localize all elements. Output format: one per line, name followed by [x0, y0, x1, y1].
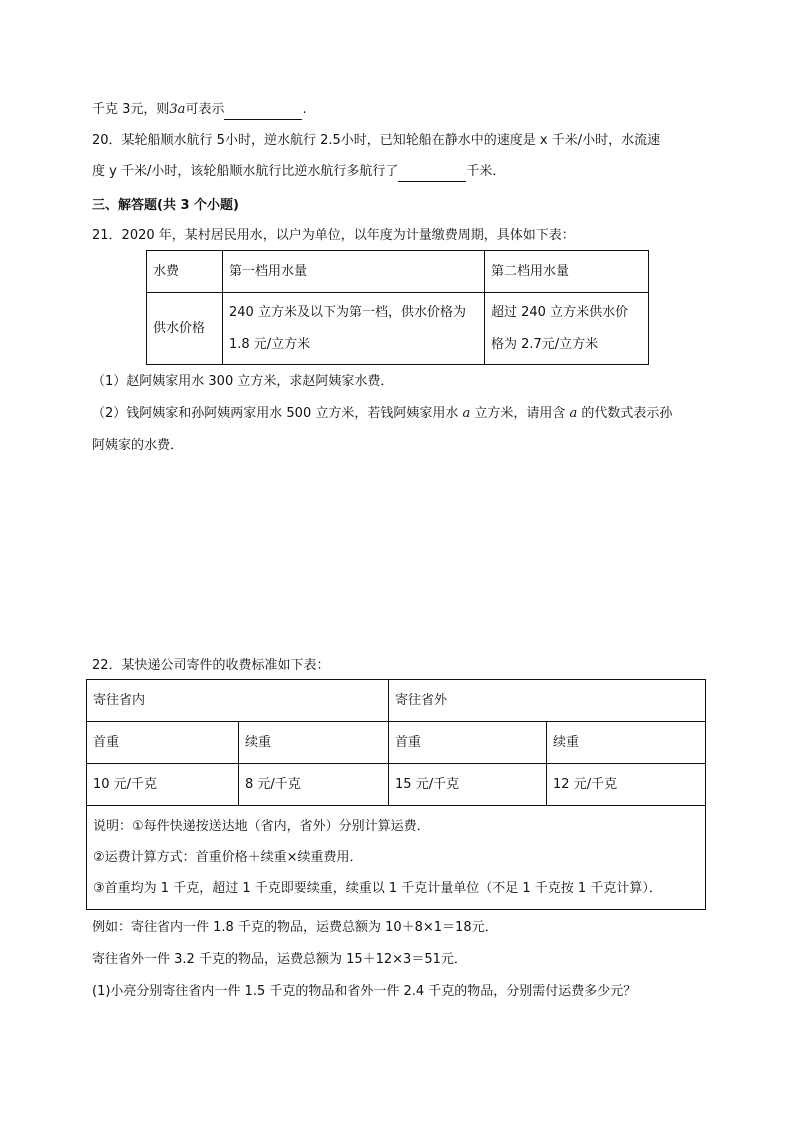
- table-cell: 10 元/千克: [87, 764, 239, 806]
- q19-variable: 3a: [169, 102, 186, 117]
- q21-p2-text: 的代数式表示孙: [577, 406, 673, 421]
- table-cell: 续重: [547, 722, 706, 764]
- q20-answer-blank[interactable]: [398, 165, 466, 182]
- water-fee-table: [146, 250, 649, 365]
- q20-unit: 千米．: [466, 164, 506, 179]
- table-cell: 首重: [389, 722, 547, 764]
- table-cell: 供水价格: [147, 293, 223, 365]
- q21-part2-line1: [92, 404, 672, 424]
- q20-line2: [92, 162, 505, 182]
- table-row: [87, 806, 706, 910]
- cell-line: 240 立方米及以下为第一档，供水价格为: [229, 304, 466, 320]
- q21-part2-line2: 阿姨家的水费．: [92, 438, 184, 453]
- table-note-cell: [87, 806, 706, 910]
- table-row: [147, 251, 649, 293]
- express-fee-table: [86, 679, 706, 910]
- q21-variable: a: [569, 406, 578, 421]
- cell-line: 格为 2.7元/立方米: [491, 336, 599, 352]
- q19-period: .: [302, 102, 307, 117]
- table-header-cell: 第一档用水量: [223, 251, 485, 293]
- q19-answer-blank[interactable]: [224, 103, 302, 120]
- table-row: [147, 293, 649, 365]
- q20-text: 度 y 千米/小时，该轮船顺水航行比逆水航行多航行了: [92, 164, 399, 179]
- q21-part1: （1）赵阿姨家用水 300 立方米，求赵阿姨家水费．: [92, 374, 394, 389]
- q19-text: 千克 3元，则: [92, 102, 170, 117]
- q21-p2-text: （2）钱阿姨家和孙阿姨两家用水 500 立方米，若钱阿姨家用水: [92, 406, 463, 421]
- table-cell: 8 元/千克: [239, 764, 389, 806]
- q22-part1: (1)小亮分别寄往省内一件 1.5 千克的物品和省外一件 2.4 千克的物品，分别需付运费多少元？: [92, 984, 637, 999]
- table-cell: 首重: [87, 722, 239, 764]
- cell-line: 1.8 元/立方米: [229, 336, 311, 352]
- table-cell: 续重: [239, 722, 389, 764]
- table-header-cell: 第二档用水量: [485, 251, 649, 293]
- section-title: 三、解答题(共 3 个小题): [92, 198, 239, 213]
- q19-text-post: 可表示: [185, 102, 225, 117]
- note-line: ③首重均为 1 千克，超过 1 千克即要续重，续重以 1 千克计量单位（不足 1 千克按 1 千克计算）．: [93, 881, 662, 896]
- note-line: 说明：①每件快递按送达地（省内，省外）分别计算运费．: [93, 819, 430, 834]
- table-cell: [223, 293, 485, 365]
- q21-variable: a: [462, 406, 471, 421]
- q22-example2: 寄往省外一件 3.2 千克的物品，运费总额为 15＋12×3＝51元．: [92, 952, 467, 967]
- cell-line: 超过 240 立方米供水价: [491, 304, 629, 320]
- table-header-cell: 寄往省外: [389, 680, 706, 722]
- q21-p2-text: 立方米，请用含: [470, 406, 570, 421]
- table-cell: 12 元/千克: [547, 764, 706, 806]
- table-row: [87, 722, 706, 764]
- table-row: [87, 764, 706, 806]
- q19-tail: [92, 100, 307, 120]
- table-header-cell: 寄往省内: [87, 680, 389, 722]
- q20-line1: 20．某轮船顺水航行 5小时，逆水航行 2.5小时，已知轮船在静水中的速度是 x 千米/小时，水流速: [92, 133, 661, 148]
- q22-example1: 例如：寄往省内一件 1.8 千克的物品，运费总额为 10＋8×1＝18元．: [92, 920, 498, 935]
- table-row: [87, 680, 706, 722]
- table-cell: [485, 293, 649, 365]
- q21-stem: 21．2020 年，某村居民用水，以户为单位，以年度为计量缴费周期，具体如下表：: [92, 228, 575, 243]
- note-line: ②运费计算方式：首重价格＋续重×续重费用．: [93, 850, 363, 865]
- table-header-cell: 水费: [147, 251, 223, 293]
- q22-stem: 22．某快递公司寄件的收费标准如下表：: [92, 658, 330, 673]
- table-cell: 15 元/千克: [389, 764, 547, 806]
